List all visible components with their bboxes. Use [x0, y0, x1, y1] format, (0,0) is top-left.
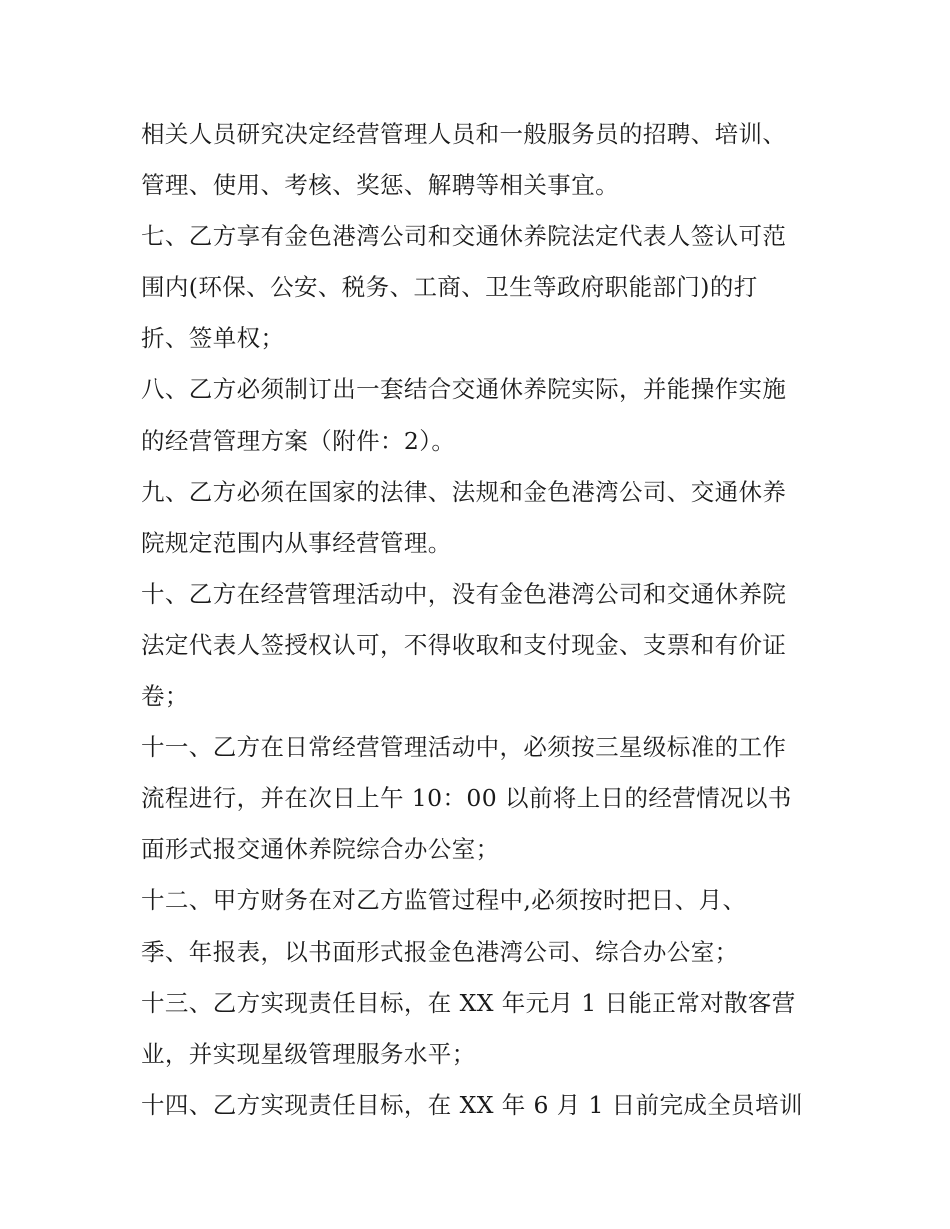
text-line: 八、乙方必须制订出一套结合交通休养院实际，并能操作实施	[141, 375, 787, 404]
text-line: 十四、乙方实现责任目标，在 XX 年 6 月 1 日前完成全员培训	[141, 1090, 803, 1119]
text-line: 折、签单权；	[141, 324, 285, 353]
text-line: 的经营管理方案（附件：2）。	[141, 426, 456, 455]
text-line: 七、乙方享有金色港湾公司和交通休养院法定代表人签认可范	[141, 222, 787, 251]
text-line: 围内(环保、公安、税务、工商、卫生等政府职能部门)的打	[141, 273, 758, 302]
text-line: 卷；	[141, 682, 189, 711]
text-line: 院规定范围内从事经营管理。	[141, 528, 452, 557]
text-line: 十二、甲方财务在对乙方监管过程中,必须按时把日、月、	[141, 886, 747, 915]
text-line: 流程进行，并在次日上午 10：00 以前将上日的经营情况以书	[141, 784, 792, 813]
text-line: 十一、乙方在日常经营管理活动中，必须按三星级标准的工作	[141, 733, 787, 762]
text-line: 管理、使用、考核、奖惩、解聘等相关事宜。	[141, 171, 619, 200]
text-line: 十、乙方在经营管理活动中，没有金色港湾公司和交通休养院	[141, 579, 787, 608]
text-line: 十三、乙方实现责任目标，在 XX 年元月 1 日能正常对散客营	[141, 988, 796, 1017]
text-line: 面形式报交通休养院综合办公室；	[141, 835, 500, 864]
text-line: 相关人员研究决定经营管理人员和一般服务员的招聘、培训、	[141, 120, 787, 148]
text-line: 业，并实现星级管理服务水平；	[141, 1039, 476, 1068]
document-body	[141, 109, 821, 1131]
text-line: 法定代表人签授权认可，不得收取和支付现金、支票和有价证	[141, 630, 787, 659]
text-line: 九、乙方必须在国家的法律、法规和金色港湾公司、交通休养	[141, 477, 787, 506]
text-line: 季、年报表，以书面形式报金色港湾公司、综合办公室；	[141, 937, 739, 966]
